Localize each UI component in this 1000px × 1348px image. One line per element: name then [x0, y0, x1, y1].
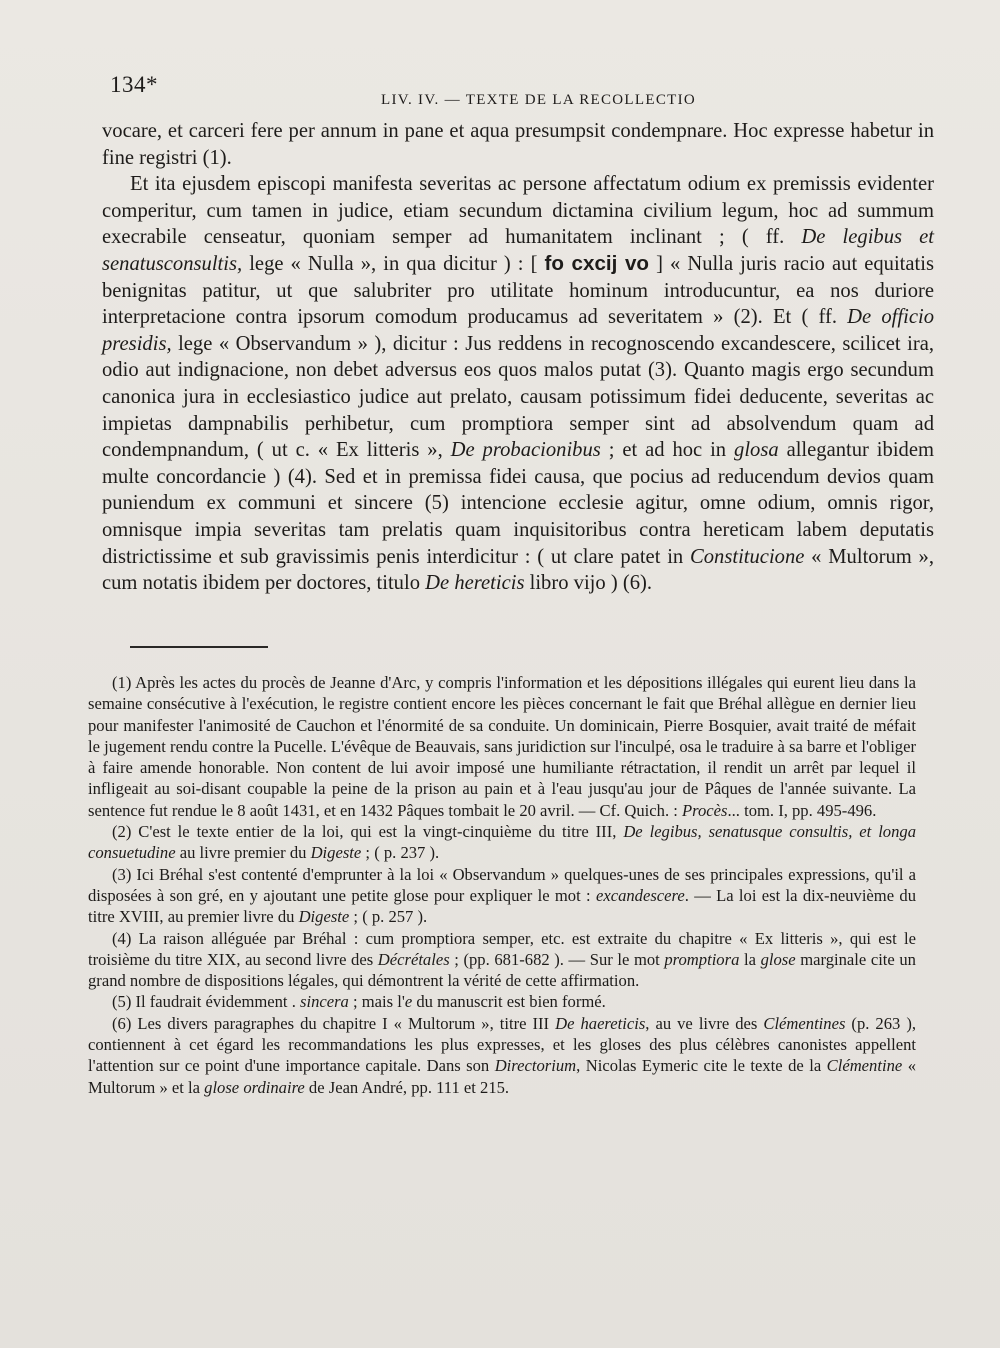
- footnote-1: (1) Après les actes du procès de Jeanne d'Arc, y compris l'information et les dépositions illégales qui eurent lieu dans la semaine consécutive à l'exécution, le registre contient encore les pièces concernant le fait que Bréhal allègue en dernier lieu pour manifester l'animosité de Cauchon et l'énormité de sa conduite. Un dominicain, Pierre Bosquier, avait traité de méfait le jugement rendu contre la Pucelle. L'évêque de Beauvais, sans juridiction sur l'inculpé, osa le traduire à sa barre et l'obliger à faire amende honorable. Non content de lui avoir imposé une humiliante rétractation, il rendit un arrêt par lequel il infligeait au soi-disant coupable la peine de la prison au pain et à l'eau jusqu'au jour de Pâques de l'année suivante. La sentence fut rendue le 8 août 1431, et en 1432 Pâques tombait le 20 avril. — Cf. Quich. : Procès... tom. I, pp. 495-496.: [88, 673, 916, 820]
- footnotes: [88, 672, 916, 1098]
- paragraph-1: vocare, et carceri fere per annum in pane et aqua presumpsit condempnare. Hoc expresse habetur in fine registri (1).: [102, 120, 934, 169]
- running-head: LIV. IV. — TEXTE DE LA RECOLLECTIO: [381, 92, 697, 108]
- page-header: [98, 70, 928, 110]
- page-number: 134*: [110, 72, 158, 97]
- footnote-3: (3) Ici Bréhal s'est contenté d'emprunter à la loi « Observandum » quelques-unes de ses principales expressions, qu'il a disposées à son gré, en y ajoutant une petite glose pour expliquer le mot : excandescere. — La loi est la dix-neuvième du titre XVIII, au premier livre du Digeste ; ( p. 257 ).: [88, 864, 916, 927]
- footnote-4: (4) La raison alléguée par Bréhal : cum promptiora semper, etc. est extraite du chapitre « Ex litteris », qui est le troisième du titre XIX, au second livre des Décrétales ; (pp. 681-682 ). — Sur le mot promptiora la glose marginale cite un grand nombre de dispositions légales, qui démontrent la vérité de cette affirmation.: [88, 928, 916, 991]
- main-text: [102, 118, 934, 597]
- footnote-separator: [130, 646, 268, 648]
- folio-reference: fo cxcij vo: [544, 251, 650, 275]
- paragraph-2: Et ita ejusdem episcopi manifesta severitas ac persone affectatum odium ex premissis evidenter comperitur, cum tamen in judice, etiam secundum dictamina civilium legum, hoc ad summum execrabile censeatur, quoniam semper ad humanitatem inclinant ; ( ff. De legibus et senatusconsultis, lege « Nulla », in qua dicitur ) : [ fo cxcij vo ] « Nulla juris racio aut equitatis benignitas patitur, ut que salubriter pro utilitate hominum introducuntur, ea nos duriore interpretacione contra ipsorum comodum producamus ad severitatem » (2). Et ( ff. De officio presidis, lege « Observandum » ), dicitur : Jus reddens in recognoscendo excandescere, scilicet ira, odio aut indignacione, non debet adversus eos quos malos putat (3). Quanto magis ergo secundum canonica jura in ecclesiastico judice aut prelato, causam potissimum fidei deducente, severitas ac impietas dampnabilis perhibetur, cum promptiora semper sint ad absolvendum quam ad condempnandum, ( ut c. « Ex litteris », De probacionibus ; et ad hoc in glosa allegantur ibidem multe concordancie ) (4). Sed et in premissa fidei causa, que pocius ad reducendum devios quam puniendum ex communi et sincere (5) intencione ecclesie agitur, omne odium, omnis rigor, omnisque impia severitas tam prelatis quam inquisitoribus contra hereticam labem deputatis districtissime et sub gravissimis penis interdicitur : ( ut clare patet in Constitucione « Multorum », cum notatis ibidem per doctores, titulo De hereticis libro vijo ) (6).: [102, 173, 935, 595]
- footnote-5: (5) Il faudrait évidemment . sincera ; mais l'e du manuscrit est bien formé.: [112, 992, 606, 1012]
- footnote-2: (2) C'est le texte entier de la loi, qui est la vingt-cinquième du titre III, De legibus, senatusque consultis, et longa consuetudine au livre premier du Digeste ; ( p. 237 ).: [88, 822, 916, 863]
- footnote-6: (6) Les divers paragraphes du chapitre I « Multorum », titre III De haereticis, au ve livre des Clémentines (p. 263 ), contiennent à cet égard les recommandations les plus expresses, et les gloses des plus célèbres canonistes appellent l'attention sur ce point d'une importance capitale. Dans son Directorium, Nicolas Eymeric cite le texte de la Clémentine « Multorum » et la glose ordinaire de Jean André, pp. 111 et 215.: [88, 1013, 916, 1097]
